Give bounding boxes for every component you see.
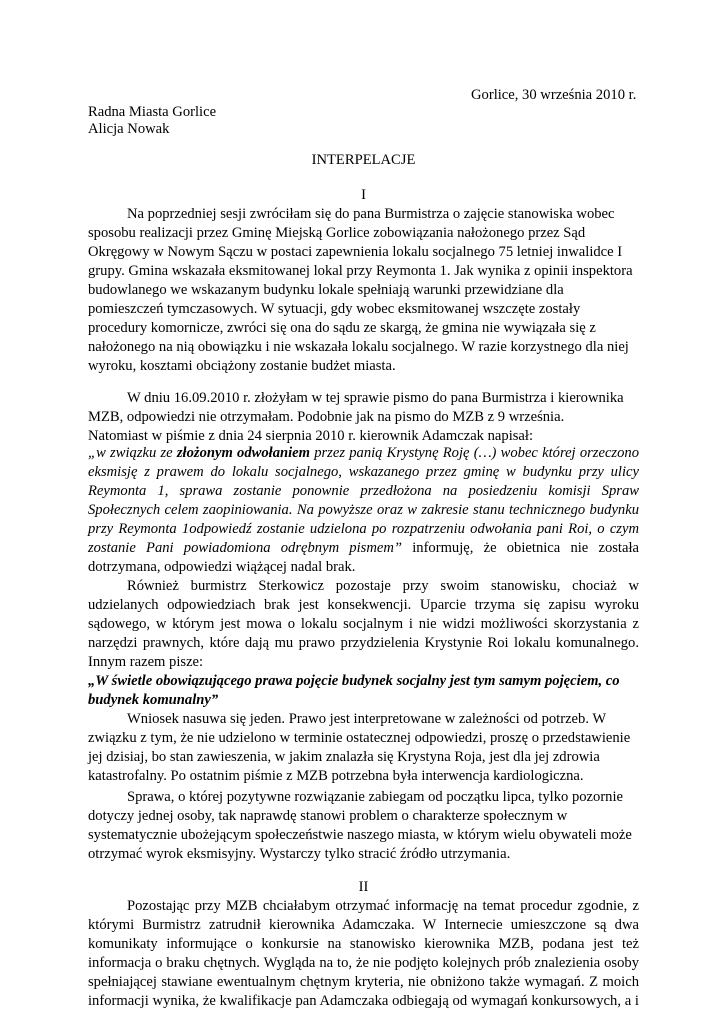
paragraph-line: spełniającej stawiane ewentualnym chętnym kryteria, nie obniżono także wymagań. Z moich — [88, 974, 639, 990]
paragraph-line: Natomiast w piśmie z dnia 24 sierpnia 2010 r. kierownik Adamczak napisał: — [88, 428, 534, 444]
quote-line: Reymonta 1, sprawa zostanie ponownie przedłożona na posiedzeniu komisji Spraw — [88, 483, 639, 499]
paragraph-line: dotrzymana, odpowiedzi wiążącej nadal brak. — [88, 559, 356, 575]
bold-quote-line: „W świetle obowiązującego prawa pojęcie budynek socjalny jest tym samym pojęciem, co — [88, 673, 620, 689]
paragraph-line: Na poprzedniej sesji zwróciłam się do pana Burmistrza o zajęcie stanowiska wobec — [127, 206, 615, 222]
paragraph-line: Innym razem pisze: — [88, 654, 204, 670]
document-title: INTERPELACJE — [311, 152, 416, 168]
quote-line: Społecznych celem zaopiniowania. Na powyższe oraz w zakresie stanu technicznego budynku — [88, 502, 639, 518]
paragraph-line: udzielanych odpowiedziach brak jest konsekwencji. Uparcie trzyma się zapisu wyroku — [88, 597, 639, 613]
paragraph-line: W dniu 16.09.2010 r. złożyłam w tej sprawie pismo do pana Burmistrza i kierownika — [127, 390, 624, 406]
paragraph-line: informacja o braku chętnych. Wygląda na to, że nie podjęto kolejnych prób znalezienia osoby — [88, 955, 639, 971]
paragraph-line: Wniosek nasuwa się jeden. Prawo jest interpretowane w zależności od potrzeb. W — [127, 711, 607, 727]
paragraph-line: Również burmistrz Sterkowicz pozostaje przy swoim stanowisku, chociaż w — [127, 578, 639, 594]
paragraph-line: otrzymać wyrok eksmisyjny. Wystarczy tylko stracić źródło utrzymania. — [88, 846, 511, 862]
section-numeral: I — [361, 187, 366, 203]
paragraph-line: narzędzi prawnych, które dają mu prawo przydzielenia Krystynie Roi lokalu komunalnego. — [88, 635, 639, 651]
paragraph-line: nałożonego na nią obowiązku i nie wskazała lokalu socjalnego. W razie korzystnego dla niej — [88, 339, 629, 355]
paragraph-line: katastrofalny. Po ostatnim piśmie z MZB potrzebna była interwencja kardiologiczna. — [88, 768, 584, 784]
paragraph-line: budowlanego we wskazanym budynku lokale spełniają warunki przewidziane dla — [88, 282, 564, 298]
quote-emphasis: złożonym odwołaniem — [176, 445, 310, 461]
paragraph-line: Pozostając przy MZB chciałabym otrzymać informację na temat procedur zgodnie, z — [127, 898, 639, 914]
section-numeral: II — [358, 879, 369, 895]
author-name: Alicja Nowak — [88, 121, 170, 137]
paragraph-line: pomieszczeń tymczasowych. W sytuacji, gdy wobec eksmitowanej wszczęte zostały — [88, 301, 581, 317]
paragraph-line: sposobu realizacji przez Gminę Miejską Gorlice zobowiązania nałożonego przez Sąd — [88, 225, 586, 241]
paragraph-line: grupy. Gmina wskazała eksmitowanej lokal przy Reymonta 1. Jak wynika z opinii inspektora — [88, 263, 633, 279]
paragraph-line: Okręgowy w Nowym Sączu w postaci zapewnienia lokalu socjalnego 75 letniej inwalidce I — [88, 244, 623, 260]
place-date: Gorlice, 30 września 2010 r. — [471, 87, 637, 103]
paragraph-line: sądowego, w którym jest mowa o lokalu socjalnym i nie widzi możliwości skorzystania z — [88, 616, 639, 632]
quote-line: eksmisję z prawem do lokalu socjalnego, wskazanego przez gminę w budynku przy ulicy — [88, 464, 639, 480]
paragraph-line: którymi Burmistrz zatrudnił kierownika Adamczaka. W Internecie umieszczone są dwa — [88, 917, 639, 933]
paragraph-line: wyroku, kosztami obciążony zostanie budżet miasta. — [88, 358, 396, 374]
author-role: Radna Miasta Gorlice — [88, 104, 217, 120]
bold-quote-line: budynek komunalny” — [88, 692, 219, 708]
paragraph-line: związku z tym, że nie udzielono w terminie ostatecznej odpowiedzi, proszę o przedstawienie — [88, 730, 631, 746]
quote-line: „w związku ze złożonym odwołaniem przez panią Krystynę Roję (…) wobec której orzeczono — [88, 445, 639, 461]
paragraph-line: procedury komornicze, zwróci się ona do sądu ze skargą, że gmina nie wywiązała się z — [88, 320, 596, 336]
paragraph-line: systematycznie ubożejącym społeczeństwie naszego miasta, w którym wielu obywateli może — [88, 827, 632, 843]
quote-line: zostanie Pani powiadomiona odrębnym pismem” informuję, że obietnica nie została — [88, 540, 639, 556]
quote-line: przy Reymonta 1odpowiedź zostanie udzielona po rozpatrzeniu odwołania pani Roi, o czym — [88, 521, 639, 537]
paragraph-line: komunikaty informujące o konkursie na stanowisko kierownika MZB, podana jest też — [88, 936, 639, 952]
paragraph-line: jej dzisiaj, bo stan zawieszenia, w jakim znalazła się Krystyna Roja, jest dla jej zdrowia — [88, 749, 600, 765]
paragraph-line: MZB, odpowiedzi nie otrzymałam. Podobnie jak na pismo do MZB z 9 września. — [88, 409, 565, 425]
paragraph-line: dotyczy jednej osoby, tak naprawdę stanowi problem o charakterze społecznym w — [88, 808, 568, 824]
paragraph-line: Sprawa, o której pozytywne rozwiązanie zabiegam od początku lipca, tylko pozornie — [127, 789, 624, 805]
paragraph-line: informacji wynika, że kwalifikacje pan Adamczaka odbiegają od wymagań konkursowych, a i — [88, 993, 639, 1009]
